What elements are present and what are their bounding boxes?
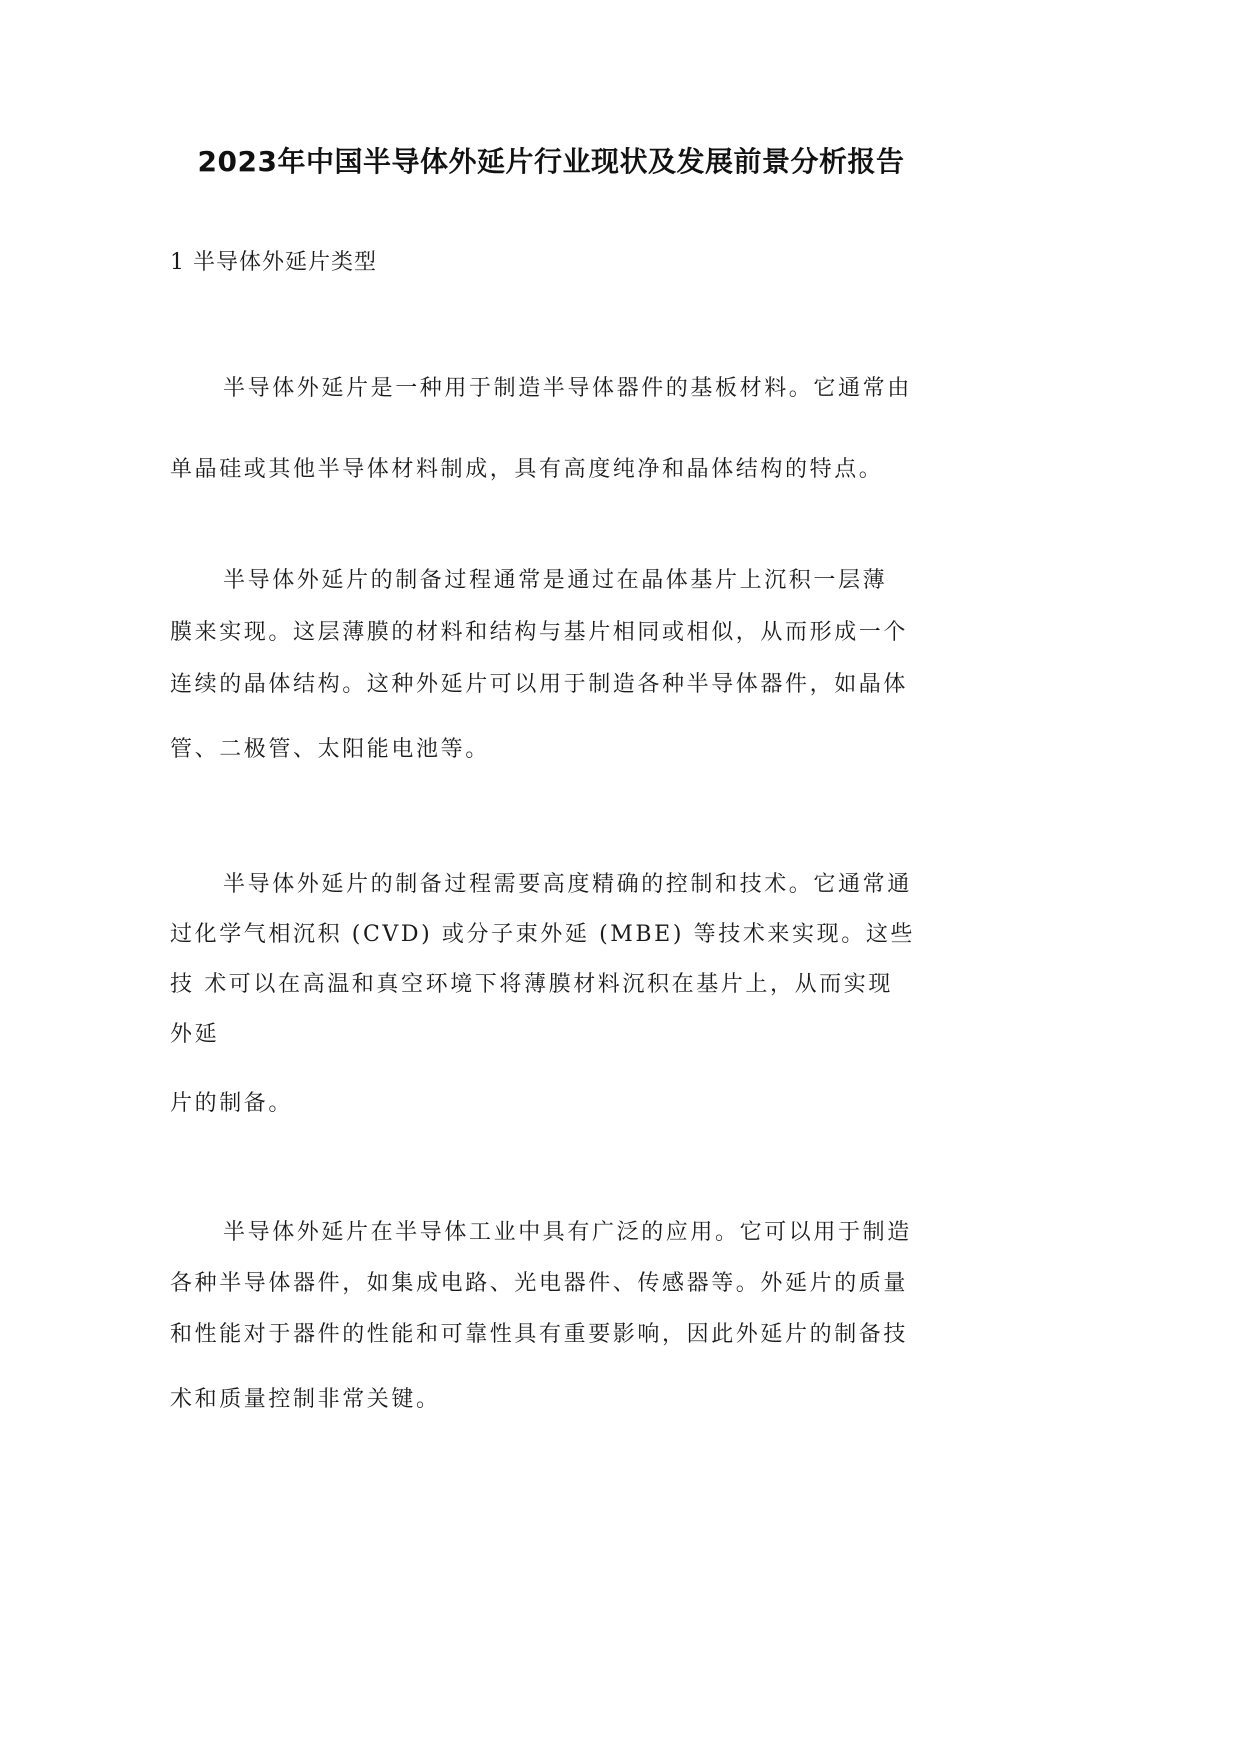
paragraph-3-line-5: 片的制备。 (170, 1091, 294, 1116)
paragraph-2-line-4: 管、二极管、太阳能电池等。 (170, 737, 490, 762)
paragraph-2-line-1: 半导体外延片的制备过程通常是通过在晶体基片上沉积一层薄 (223, 568, 888, 593)
paragraph-3-line-3: 技 术可以在高温和真空环境下将薄膜材料沉积在基片上，从而实现 (170, 972, 893, 997)
paragraph-2-line-2: 膜来实现。这层薄膜的材料和结构与基片相同或相似，从而形成一个 (170, 620, 909, 645)
paragraph-3-line-1: 半导体外延片的制备过程需要高度精确的控制和技术。它通常通 (223, 872, 912, 897)
paragraph-4-line-1: 半导体外延片在半导体工业中具有广泛的应用。它可以用于制造 (223, 1220, 912, 1245)
paragraph-4-line-4: 术和质量控制非常关键。 (170, 1387, 441, 1412)
paragraph-4-line-3: 和性能对于器件的性能和可靠性具有重要影响，因此外延片的制备技 (170, 1322, 909, 1347)
paragraph-3-line-4: 外延 (170, 1022, 220, 1047)
paragraph-4-line-2: 各种半导体器件，如集成电路、光电器件、传感器等。外延片的质量 (170, 1271, 909, 1296)
section-heading: 1 半导体外延片类型 (170, 250, 377, 275)
paragraph-2-line-3: 连续的晶体结构。这种外延片可以用于制造各种半导体器件，如晶体 (170, 672, 909, 697)
paragraph-1-line-2: 单晶硅或其他半导体材料制成，具有高度纯净和晶体结构的特点。 (170, 457, 884, 482)
paragraph-1-line-1: 半导体外延片是一种用于制造半导体器件的基板材料。它通常由 (223, 376, 912, 401)
document-title: 2023年中国半导体外延片行业现状及发展前景分析报告 (197, 145, 905, 178)
paragraph-3-line-2: 过化学气相沉积 (CVD) 或分子束外延 (MBE) 等技术来实现。这些 (170, 922, 916, 947)
